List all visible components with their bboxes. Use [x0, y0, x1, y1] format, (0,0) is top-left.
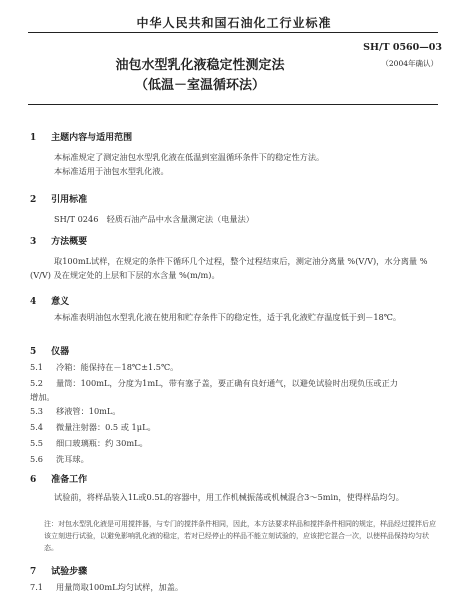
paragraph: 本标准适用于油包水型乳化液。: [54, 166, 169, 176]
list-item: [30, 362, 178, 373]
section-title: 意义: [51, 297, 70, 307]
section-heading-2: [30, 192, 87, 205]
item-text: 量筒：100mL，分度为1mL，带有塞子盖，要正确有良好通气，以避免试验时出现负压或正力: [56, 378, 398, 388]
section-number: 6: [30, 475, 37, 485]
item-text: 用量筒取100mL均匀试样，加盖。: [56, 582, 184, 592]
paragraph: SH/T 0246 轻质石油产品中水含量测定法（电量法）: [54, 214, 254, 224]
item-number: 5.1: [30, 362, 44, 372]
section-title: 试验步骤: [51, 567, 88, 577]
document-title: 油包水型乳化液稳定性测定法: [115, 58, 285, 73]
section-heading-3: [30, 234, 87, 247]
section-number: 1: [30, 133, 37, 143]
section-heading-6: [30, 472, 87, 485]
item-text: 增加。: [30, 392, 55, 402]
list-item: [30, 406, 121, 417]
list-item: [30, 378, 398, 389]
paragraph: 本标准规定了测定油包水型乳化液在低温到室温循环条件下的稳定性方法。: [54, 152, 325, 162]
item-number: 5.5: [30, 438, 44, 448]
item-text: 移液管：10mL。: [56, 406, 121, 416]
section-number: 4: [30, 297, 37, 307]
section-heading-1: [30, 130, 132, 143]
section-title: 方法概要: [51, 237, 88, 247]
section-heading-4: [30, 294, 69, 307]
item-number: 5.3: [30, 406, 44, 416]
note: 注：对包水型乳化液是可用搅拌器，与专门的搅拌条件相同，因此，本方法要求样品和搅拌条件相同的规定，样品经过搅拌后应该立刻进行试验，以避免影响乳化液的稳定，若对已经停止的样品不能立刻试验的，应该把它混合一次，以使样品保持均匀状态。: [44, 520, 436, 552]
item-text: 细口玻璃瓶：约 30mL。: [56, 438, 148, 448]
list-item-continuation: [30, 392, 55, 403]
item-number: 5.4: [30, 422, 44, 432]
standard-confirmation: （2004年确认）: [381, 59, 438, 68]
paragraph: 取100mL试样，在规定的条件下循环几个过程，整个过程结束后，测定油分离量 %(V/V)，水分离量 %(V/V) 及在规定处的上层和下层的水含量 %(m/m)。: [30, 256, 428, 280]
list-item: [30, 422, 156, 433]
section-number: 3: [30, 237, 37, 247]
item-text: 洗耳球。: [56, 454, 89, 464]
standard-number: SH/T 0560—03: [363, 42, 442, 53]
item-text: 冷箱：能保持在－18℃±1.5℃。: [56, 362, 179, 372]
list-item: [30, 438, 148, 449]
section-number: 7: [30, 567, 37, 577]
section-number: 2: [30, 195, 37, 205]
item-number: 5.6: [30, 454, 44, 464]
section-heading-5: [30, 344, 69, 357]
section-heading-7: [30, 564, 87, 577]
section-title: 仪器: [51, 347, 70, 357]
item-number: 5.2: [30, 378, 44, 388]
section-title: 主题内容与适用范围: [51, 133, 133, 143]
item-number: 7.1: [30, 582, 44, 592]
item-text: 微量注射器：0.5 或 1μL。: [56, 422, 156, 432]
section-number: 5: [30, 347, 37, 357]
issuing-organization: 中华人民共和国石油化工行业标准: [136, 16, 332, 30]
document-subtitle: （低温－室温循环法）: [134, 78, 265, 93]
paragraph: 试验前，将样品装入1L或0.5L的容器中，用工作机械振荡或机械混合3～5min，使得样品均匀。: [54, 492, 404, 502]
section-title: 引用标准: [51, 195, 88, 205]
paragraph: 本标准表明油包水型乳化液在使用和贮存条件下的稳定性，适于乳化液贮存温度低于到－18℃。: [54, 312, 402, 322]
list-item: [30, 582, 183, 593]
header-rule: [28, 32, 438, 33]
section-title: 准备工作: [51, 475, 88, 485]
title-rule: [28, 104, 438, 105]
list-item: [30, 454, 89, 465]
